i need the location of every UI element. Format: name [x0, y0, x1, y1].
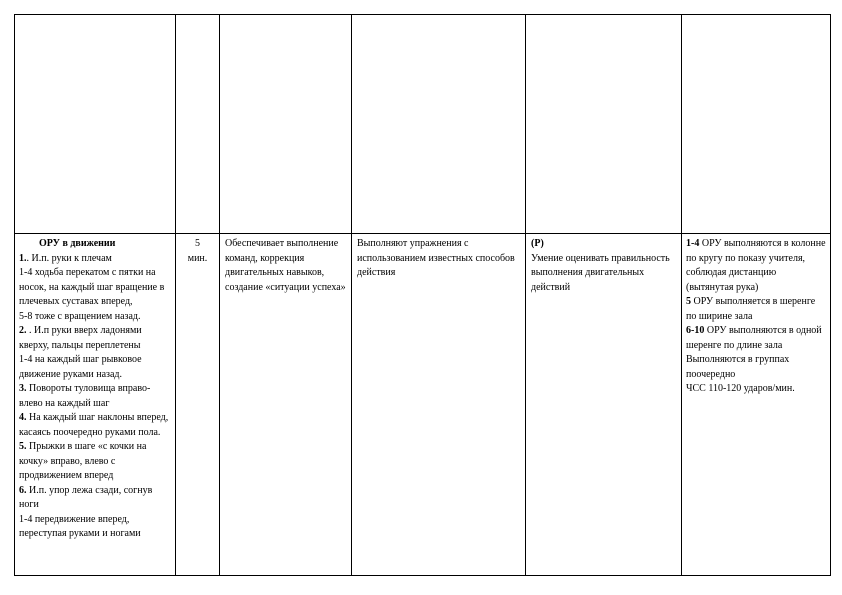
list-item: 1.. И.п. руки к плечам: [19, 252, 112, 264]
outcome-tag: (Р): [531, 238, 544, 249]
list-item: 3. Повороты туловища вправо-влево на каждый шаг: [19, 383, 151, 409]
cell-organisation: [686, 237, 826, 397]
list-item: 1-4 передвижение вперед, переступая руками и ногами: [19, 513, 141, 539]
duration-value: 5: [195, 238, 200, 249]
teacher-activity-text: Обеспечивает выполнение команд, коррекция двигательных навыков, создание «ситуации успеха»: [225, 238, 346, 293]
list-item: 1-4 ОРУ выполняются в колонне по кругу по показу учителя, соблюдая дистанцию (вытянутая рука): [686, 238, 826, 293]
row-divider: [14, 233, 831, 234]
list-item: 4. На каждый шаг наклоны вперед, касаясь поочередно руками пола.: [19, 412, 169, 438]
outcome-text: Умение оценивать правильность выполнения двигательных действий: [531, 252, 670, 293]
col-divider-4: [525, 14, 526, 575]
list-item: 2. . И.п руки вверх ладонями кверху, пальцы переплетены: [19, 325, 142, 351]
cell-student-activity: [357, 237, 519, 281]
list-item: 6. И.п. упор лежа сзади, согнув ноги: [19, 484, 153, 510]
col-divider-1: [175, 14, 176, 575]
table-border-left: [14, 14, 15, 575]
student-activity-text: Выполняют упражнения с использованием известных способов действия: [357, 238, 515, 278]
list-item: 5. Прыжки в шаге «с кочки на кочку» вправо, влево с продвижением вперед: [19, 441, 147, 481]
table-border-right: [830, 14, 831, 575]
list-item: Выполняются в группах поочередно: [686, 354, 790, 380]
col-divider-2: [219, 14, 220, 575]
list-item: 6-10 ОРУ выполняются в одной шеренге по длине зала: [686, 325, 822, 351]
list-item: 5-8 тоже с вращением назад.: [19, 310, 141, 322]
list-item: 5 ОРУ выполняется в шеренге по ширине зала: [686, 296, 816, 322]
list-item: 1-4 на каждый шаг рывковое движение руками назад.: [19, 354, 142, 380]
cell-teacher-activity: [225, 237, 347, 295]
cell-learning-outcome: [531, 237, 676, 295]
col-divider-5: [681, 14, 682, 575]
col-divider-3: [351, 14, 352, 575]
table-border-bottom: [14, 575, 831, 576]
list-item: ЧСС 110-120 ударов/мин.: [686, 383, 795, 394]
exercises-heading: ОРУ в движении: [39, 238, 116, 249]
cell-exercises: [19, 237, 173, 542]
table-border-top: [14, 14, 831, 15]
duration-unit: мин.: [187, 252, 208, 264]
list-item: 1-4 ходьба перекатом с пятки на носок, на каждый шаг вращение в плечевых суставах вперед,: [19, 267, 165, 307]
cell-duration: [176, 237, 219, 266]
